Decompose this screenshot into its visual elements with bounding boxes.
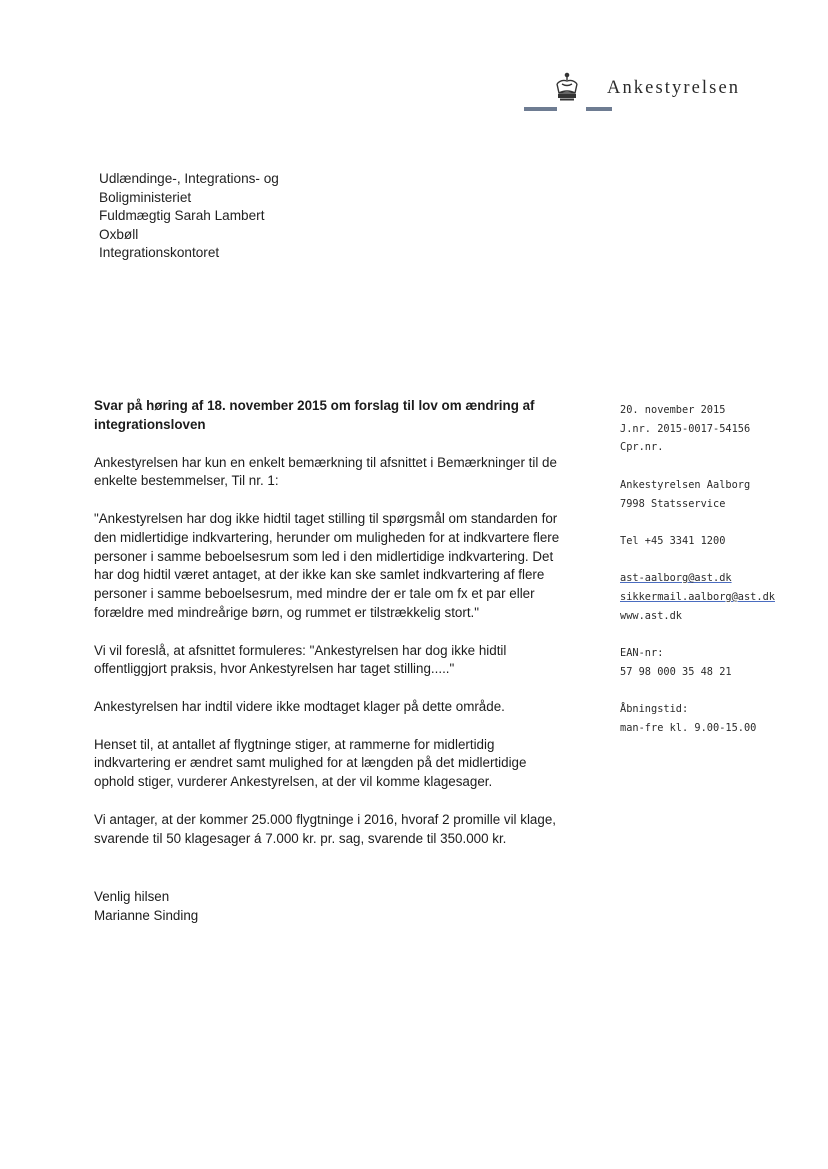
- spacer: [620, 551, 800, 570]
- address-line: Integrationskontoret: [99, 245, 220, 261]
- hours-value: man-fre kl. 9.00-15.00: [620, 721, 757, 734]
- logo-bar-right: [586, 107, 612, 111]
- spacer: [620, 457, 800, 476]
- address-line: Udlændinge-, Integrations- og: [99, 171, 279, 186]
- closing-greeting: Venlig hilsen: [94, 889, 170, 905]
- hours-label: Åbningstid:: [620, 703, 689, 716]
- paragraph: Vi antager, at der kommer 25.000 flygtninge i 2016, hvoraf 2 promille vil klage, svarende til 50 klagesager á 7.000 kr. pr. sag, svarende til 350.000 kr.: [94, 811, 556, 846]
- org-name: Ankestyrelsen: [607, 78, 741, 98]
- spacer: [620, 681, 800, 700]
- phone-number: Tel +45 3341 1200: [620, 534, 726, 547]
- paragraph: Henset til, at antallet af flygtninge stiger, at rammerne for midlertidig indkvartering er ændret samt mulighed for at længden på det midlertidige ophold stiger, vurderer Ankestyrelsen, at der vil komme klagesager.: [94, 736, 527, 790]
- email-link[interactable]: ast-aalborg@ast.dk: [620, 572, 732, 585]
- journal-number: J.nr. 2015-0017-54156: [620, 422, 751, 435]
- signature-name: Marianne Sinding: [94, 908, 199, 924]
- website-link[interactable]: www.ast.dk: [620, 609, 682, 622]
- paragraph: Ankestyrelsen har kun en enkelt bemærkning til afsnittet i Bemærkninger til de enkelte bestemmelser, Til nr. 1:: [94, 454, 557, 489]
- spacer: [620, 513, 800, 532]
- address-line: Fuldmægtig Sarah Lambert: [99, 208, 265, 224]
- letter-body: [94, 397, 564, 926]
- spacer: [620, 625, 800, 644]
- crown-icon: [553, 72, 581, 102]
- ean-label: EAN-nr:: [620, 647, 664, 660]
- recipient-address: [99, 170, 279, 263]
- address-line: Oxbøll: [99, 226, 139, 242]
- cpr-label: Cpr.nr.: [620, 441, 664, 454]
- letter-subject: Svar på høring af 18. november 2015 om forslag til lov om ændring af integrationsloven: [94, 398, 535, 432]
- paragraph: Ankestyrelsen har indtil videre ikke modtaget klager på dette område.: [94, 698, 505, 714]
- office-postal: 7998 Statsservice: [620, 497, 726, 510]
- logo-bar-left: [524, 107, 557, 111]
- address-line: Boligministeriet: [99, 189, 192, 205]
- letter-date: 20. november 2015: [620, 404, 726, 416]
- paragraph: Vi vil foreslå, at afsnittet formuleres: "Ankestyrelsen har dog ikke hidtil offentliggjort praksis, hvor Ankestyrelsen har taget stilling.....": [94, 642, 507, 677]
- ean-value: 57 98 000 35 48 21: [620, 665, 732, 678]
- sidebar-info: [620, 401, 800, 738]
- secure-email-link[interactable]: sikkermail.aalborg@ast.dk: [620, 590, 775, 603]
- office-name: Ankestyrelsen Aalborg: [620, 478, 751, 491]
- quoted-paragraph: "Ankestyrelsen har dog ikke hidtil taget stilling til spørgsmål om standarden for den midlertidige indkvartering, herunder om muligheden for at indkvartere flere personer i samme beboelsesrum som led i den midlertidige indkvartering. Det har dog hidtil været antaget, at der ikke kan ske samlet indkvartering af flere personer i samme beboelsesrum, med mindre der er tale om fx et par eller forældre med mindreårige børn, og rummet er tilstrækkelig stort.": [94, 510, 560, 620]
